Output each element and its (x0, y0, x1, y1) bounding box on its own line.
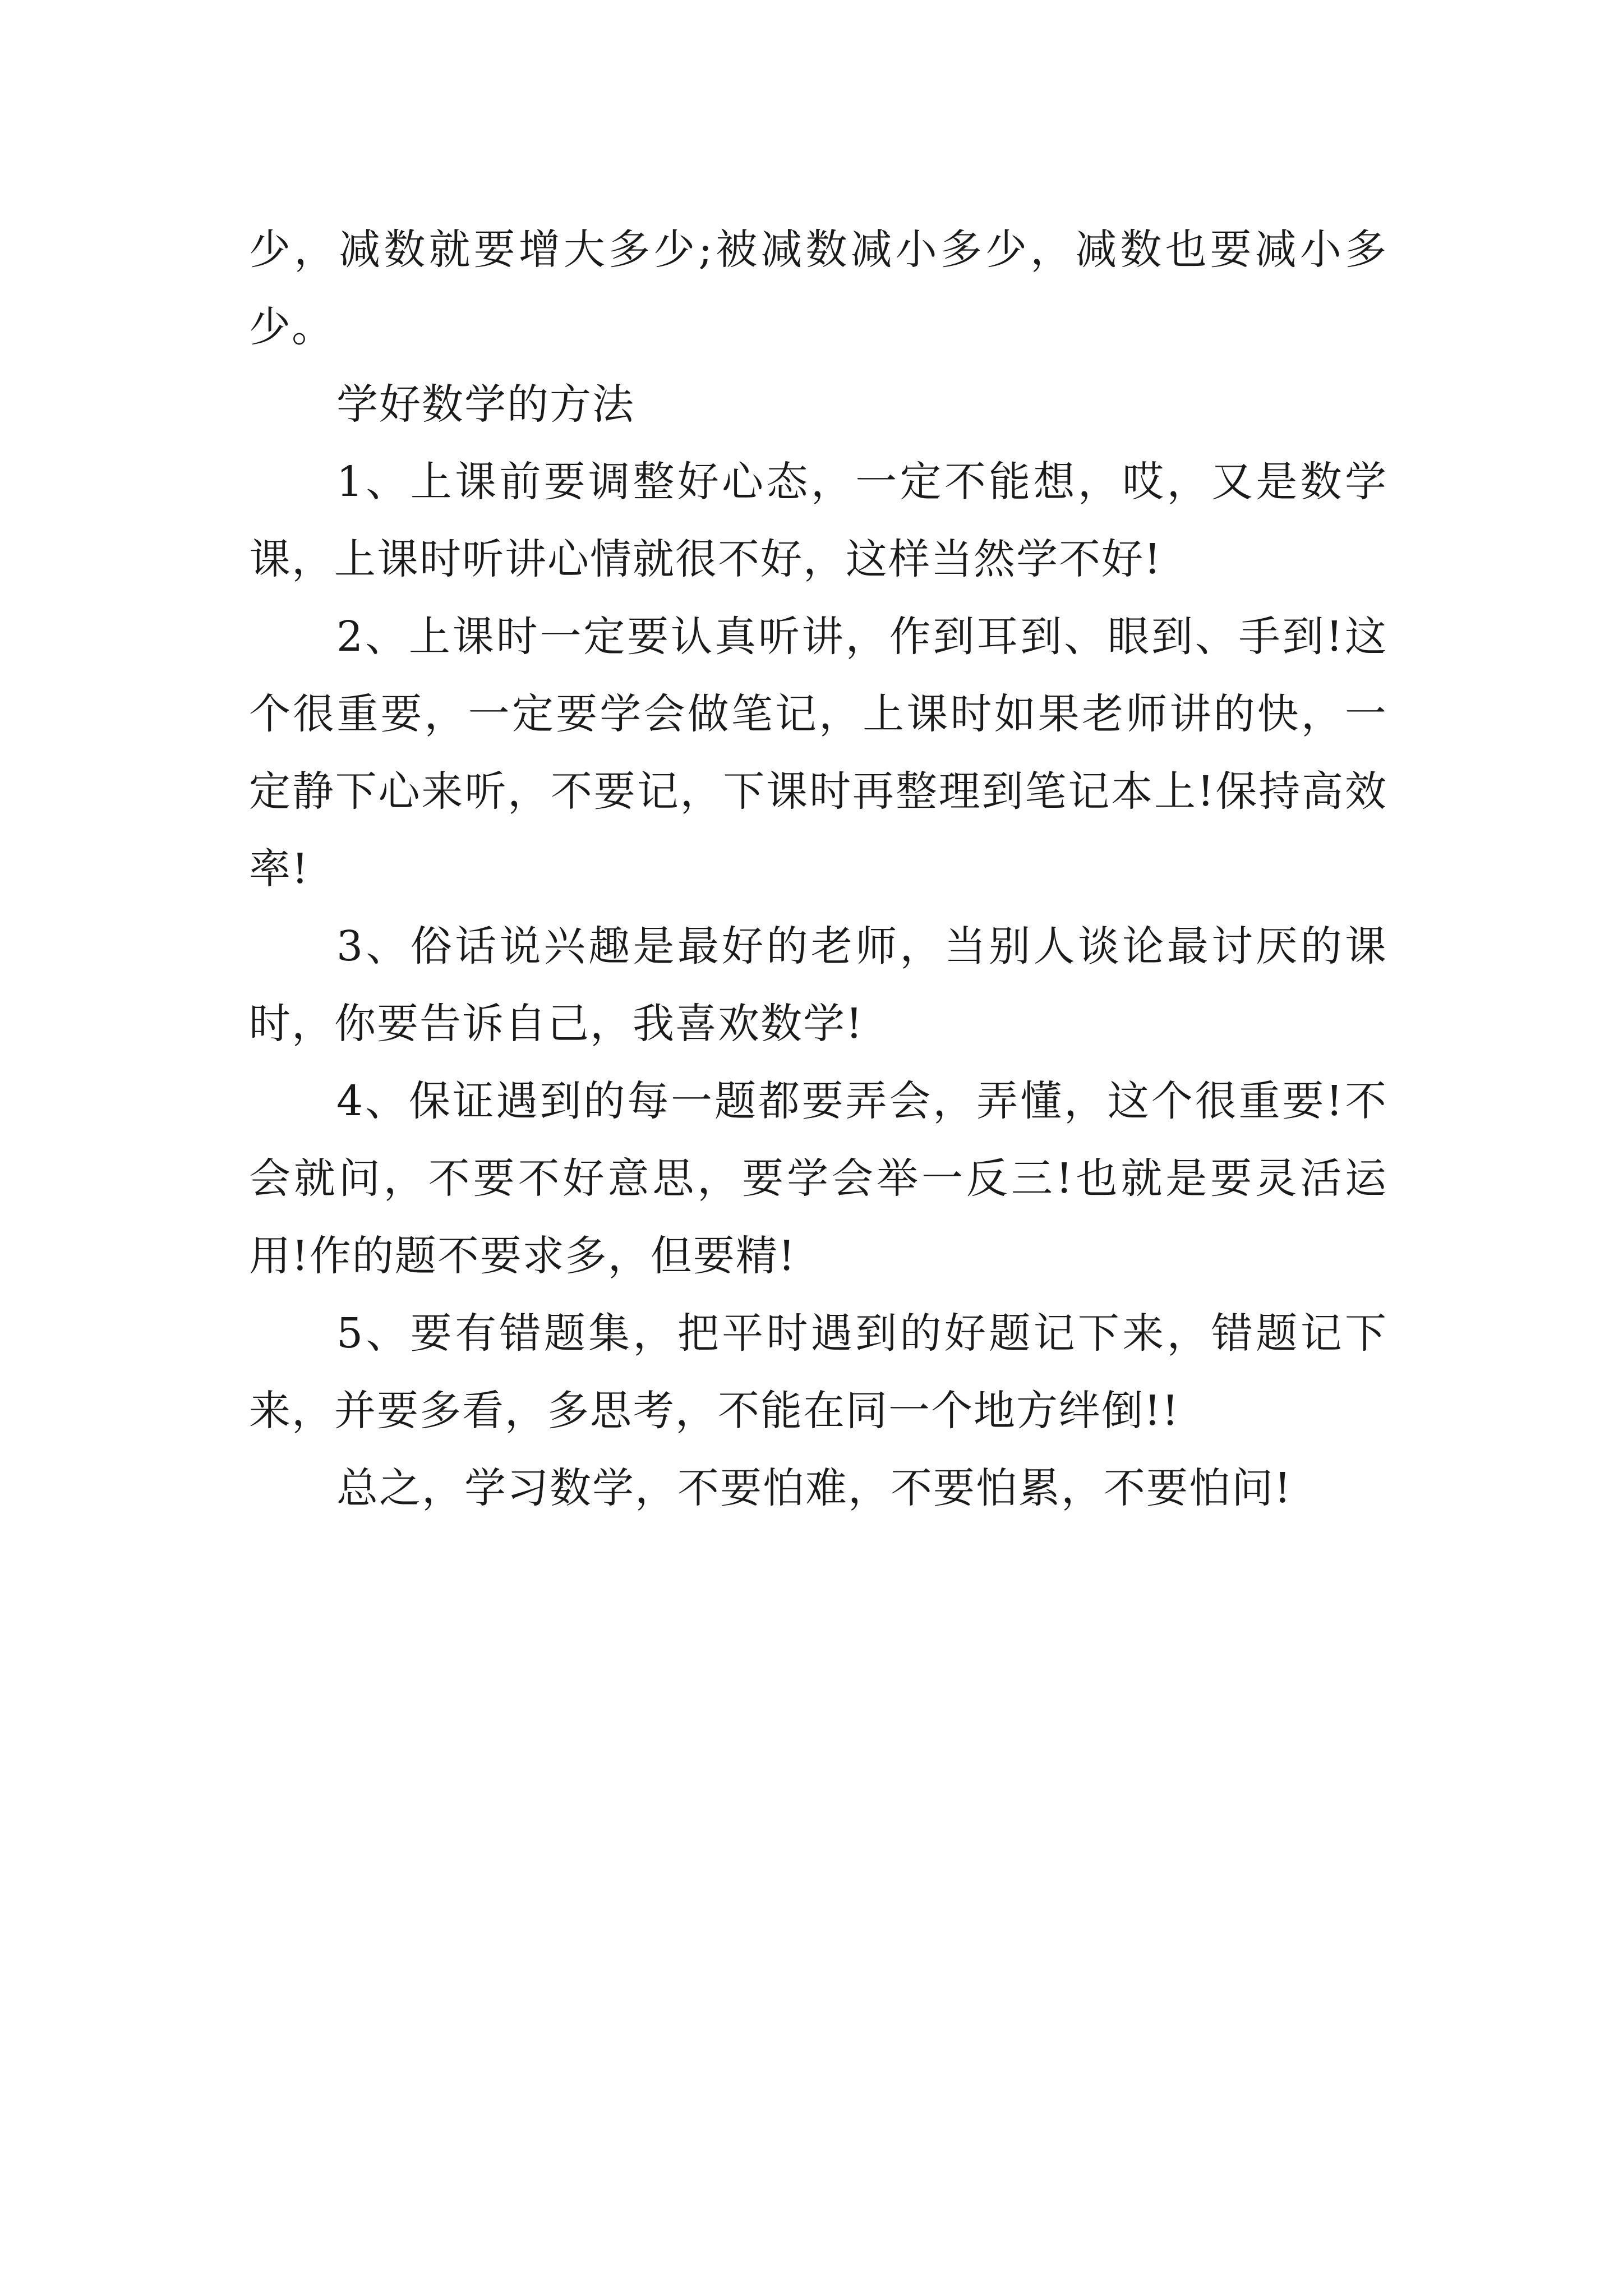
document-body (249, 211, 1387, 1527)
paragraph-method-5: 5、要有错题集，把平时遇到的好题记下来，错题记下来，并要多看，多思考，不能在同一个地方绊倒!! (249, 1309, 1387, 1435)
section-heading: 学好数学的方法 (336, 380, 635, 429)
paragraph-continuation: 少，减数就要增大多少;被减数减小多少，减数也要减小多少。 (249, 226, 1387, 351)
paragraph-method-3: 3、俗话说兴趣是最好的老师，当别人谈论最讨厌的课时，你要告诉自己，我喜欢数学! (249, 922, 1387, 1048)
paragraph-summary: 总之，学习数学，不要怕难，不要怕累，不要怕问! (336, 1464, 1292, 1512)
paragraph-method-1: 1、上课前要调整好心态，一定不能想，哎，又是数学课，上课时听讲心情就很不好，这样当然学不好! (249, 458, 1387, 583)
paragraph-method-2: 2、上课时一定要认真听讲，作到耳到、眼到、手到!这个很重要，一定要学会做笔记，上课时如果老师讲的快，一定静下心来听，不要记，下课时再整理到笔记本上!保持高效率! (249, 613, 1387, 893)
paragraph-method-4: 4、保证遇到的每一题都要弄会，弄懂，这个很重要!不会就问，不要不好意思，要学会举一反三!也就是要灵活运用!作的题不要求多，但要精! (249, 1077, 1387, 1280)
